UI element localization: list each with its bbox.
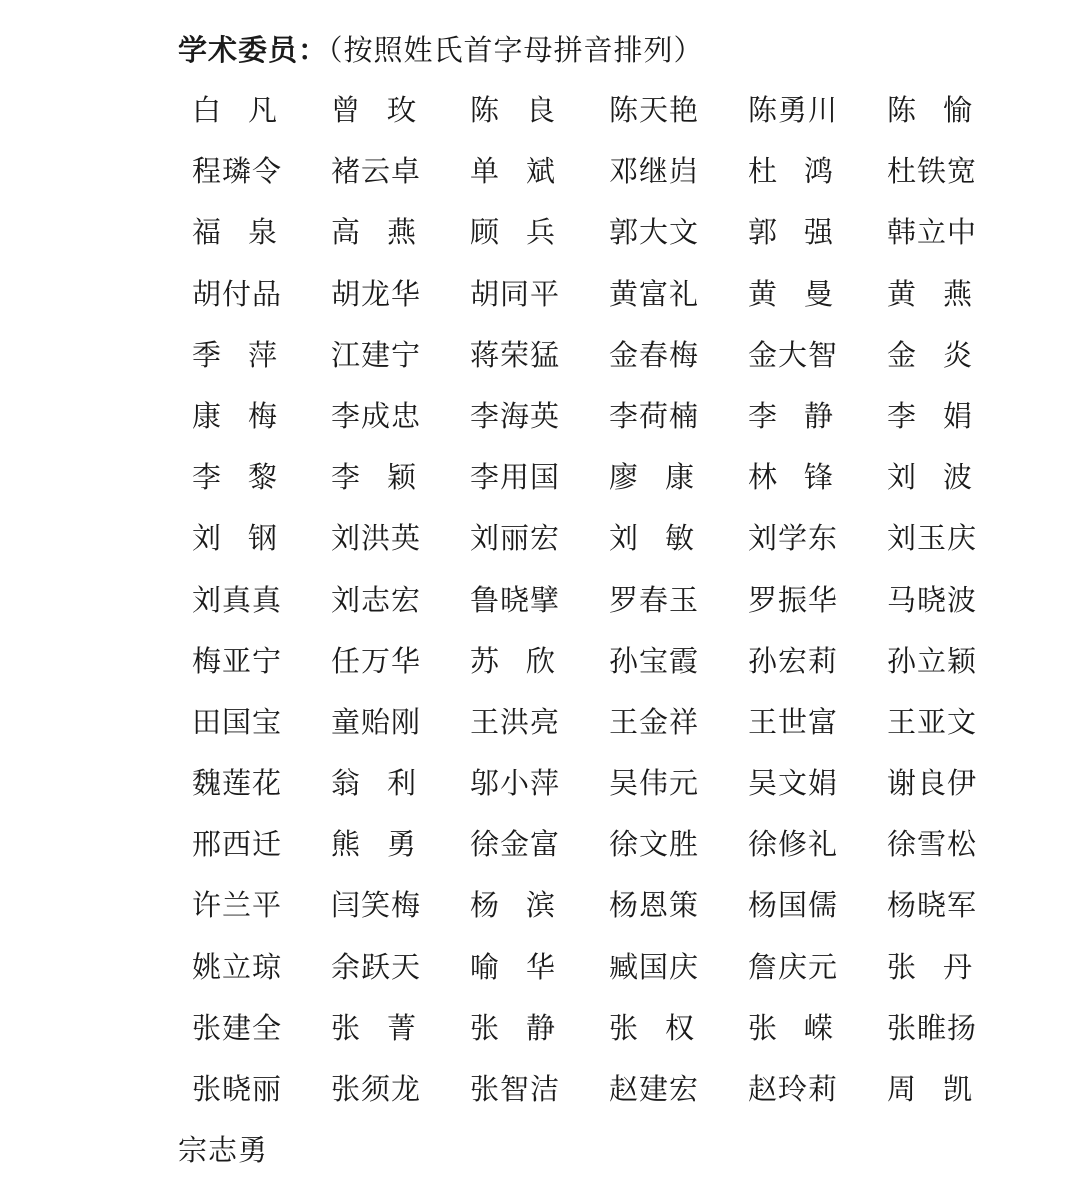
- member-name: 杜 鸿: [748, 154, 834, 189]
- member-name: 白 凡: [192, 93, 278, 127]
- member-name: 刘玉庆: [887, 521, 978, 556]
- member-name: 孙宏莉: [748, 643, 839, 678]
- member-name: 刘 波: [887, 460, 973, 495]
- member-name: 李 黎: [192, 460, 278, 495]
- member-name-grid: [192, 80, 1032, 1120]
- member-name: 张须龙: [331, 1072, 422, 1106]
- member-name: 郭大文: [609, 215, 700, 250]
- member-name: 苏 欣: [470, 643, 556, 678]
- member-name: 熊 勇: [331, 827, 417, 862]
- member-name: 闫笑梅: [331, 888, 422, 923]
- member-name: 金春梅: [609, 337, 700, 372]
- member-name: 王世富: [748, 704, 839, 739]
- member-name: 刘 敏: [609, 521, 695, 556]
- member-name: 罗振华: [748, 582, 839, 617]
- member-name: 孙立颖: [887, 643, 978, 678]
- member-name: 杨晓军: [887, 888, 978, 923]
- member-name: 张 嵘: [748, 1010, 834, 1045]
- member-name: 周 凯: [887, 1072, 973, 1106]
- member-name: 徐金富: [470, 827, 561, 862]
- member-name: 高 燕: [331, 215, 417, 250]
- member-name: 李 颖: [331, 460, 417, 495]
- member-name: 江建宁: [331, 337, 422, 372]
- member-name: 马晓波: [887, 582, 978, 617]
- member-name: 陈天艳: [609, 93, 700, 127]
- member-name: 张 菁: [331, 1010, 417, 1045]
- member-name: 张 权: [609, 1010, 695, 1045]
- member-name: 褚云卓: [331, 154, 422, 189]
- member-name: 廖 康: [609, 460, 695, 495]
- member-name: 杨 滨: [470, 888, 556, 923]
- section-heading: [178, 28, 704, 72]
- member-name: 张晓丽: [192, 1072, 283, 1106]
- member-name: 刘洪英: [331, 521, 422, 556]
- member-name: 蒋荣猛: [470, 337, 561, 372]
- member-name: 谢良伊: [887, 766, 978, 801]
- member-name: 王亚文: [887, 704, 978, 739]
- member-name: 杨国儒: [748, 888, 839, 923]
- member-name: 许兰平: [192, 888, 283, 923]
- member-name: 宗志勇: [178, 1133, 269, 1167]
- member-name: 张 丹: [887, 949, 973, 984]
- member-name: 邢西迁: [192, 827, 283, 862]
- member-name: 康 梅: [192, 398, 278, 433]
- member-name: 郭 强: [748, 215, 834, 250]
- member-name: 喻 华: [470, 949, 556, 984]
- member-name: 邓继岿: [609, 154, 700, 189]
- member-name: 孙宝霞: [609, 643, 700, 678]
- member-name: 李成忠: [331, 398, 422, 433]
- member-name: 赵玲莉: [748, 1072, 839, 1106]
- member-name: 李用国: [470, 460, 561, 495]
- member-name: 罗春玉: [609, 582, 700, 617]
- member-name: 李荷楠: [609, 398, 700, 433]
- member-name: 季 萍: [192, 337, 278, 372]
- member-name: 徐修礼: [748, 827, 839, 862]
- member-name: 詹庆元: [748, 949, 839, 984]
- member-name: 单 斌: [470, 154, 556, 189]
- member-name: 金大智: [748, 337, 839, 372]
- member-name: 李海英: [470, 398, 561, 433]
- member-name: 赵建宏: [609, 1072, 700, 1106]
- member-name: 吴文娟: [748, 766, 839, 801]
- member-name: 张建全: [192, 1010, 283, 1045]
- member-name: 童贻刚: [331, 704, 422, 739]
- member-name: 黄 曼: [748, 276, 834, 311]
- member-name: 陈勇川: [748, 93, 839, 127]
- member-name: 刘志宏: [331, 582, 422, 617]
- member-name: 刘丽宏: [470, 521, 561, 556]
- member-name: 刘真真: [192, 582, 283, 617]
- member-name: 杜铁宽: [887, 154, 978, 189]
- member-name: 翁 利: [331, 766, 417, 801]
- heading-note: （按照姓氏首字母拼音排列）: [328, 33, 704, 67]
- member-name: 林 锋: [748, 460, 834, 495]
- member-name: 陈 良: [470, 93, 556, 127]
- member-name: 姚立琼: [192, 949, 283, 984]
- member-name: 张睢扬: [887, 1010, 978, 1045]
- member-name: 徐文胜: [609, 827, 700, 862]
- member-name: 邬小萍: [470, 766, 561, 801]
- member-name: 李 静: [748, 398, 834, 433]
- member-name: 李 娟: [887, 398, 973, 433]
- member-name: 胡龙华: [331, 276, 422, 311]
- member-name: 梅亚宁: [192, 643, 283, 678]
- member-name: 鲁晓擘: [470, 582, 561, 617]
- member-name: 顾 兵: [470, 215, 556, 250]
- member-name: 黄 燕: [887, 276, 973, 311]
- member-name: 王洪亮: [470, 704, 561, 739]
- member-name: 徐雪松: [887, 827, 978, 862]
- heading-label: 学术委员：: [178, 33, 329, 67]
- member-name: 田国宝: [192, 704, 283, 739]
- member-name: 张 静: [470, 1010, 556, 1045]
- member-name: 魏莲花: [192, 766, 283, 801]
- member-name: 王金祥: [609, 704, 700, 739]
- member-name: 任万华: [331, 643, 422, 678]
- member-name: 陈 愉: [887, 93, 973, 127]
- member-name: 胡同平: [470, 276, 561, 311]
- member-name: 韩立中: [887, 215, 978, 250]
- member-name: 福 泉: [192, 215, 278, 250]
- member-name: 张智洁: [470, 1072, 561, 1106]
- member-name: 曾 玫: [331, 93, 417, 127]
- member-name: 杨恩策: [609, 888, 700, 923]
- member-name: 金 炎: [887, 337, 973, 372]
- member-name: 吴伟元: [609, 766, 700, 801]
- member-name: 程璘令: [192, 154, 283, 189]
- member-name: 黄富礼: [609, 276, 700, 311]
- member-name: 刘 钢: [192, 521, 278, 556]
- member-name: 刘学东: [748, 521, 839, 556]
- member-name: 胡付品: [192, 276, 283, 311]
- member-name: 余跃天: [331, 949, 422, 984]
- member-name: 臧国庆: [609, 949, 700, 984]
